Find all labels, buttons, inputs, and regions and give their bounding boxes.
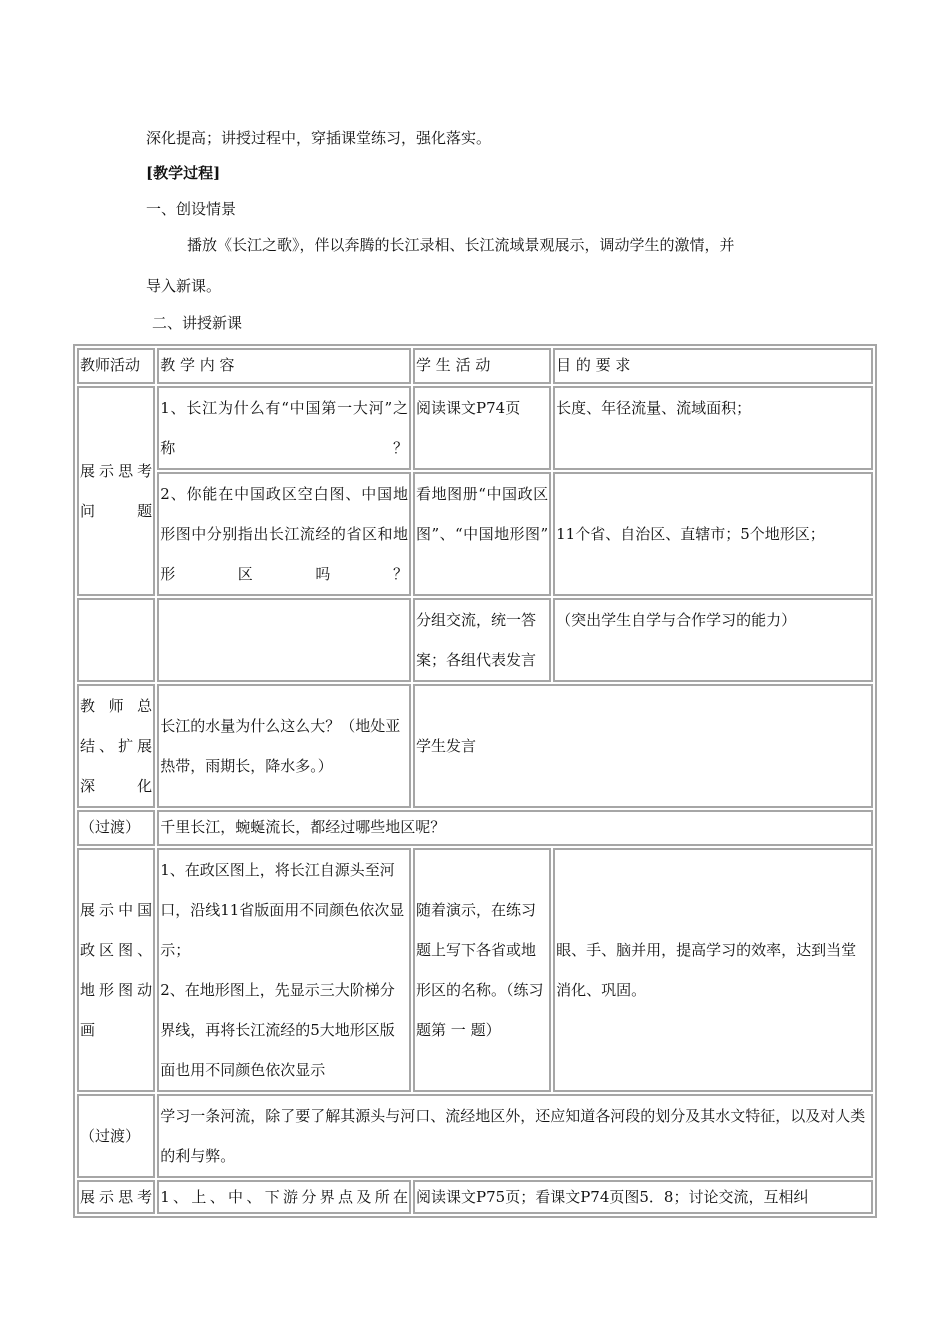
table-row xyxy=(77,472,873,596)
teacher-activity-cell: （过渡） xyxy=(77,810,155,846)
content-cell: 1、上、中、下游分界点及所在 xyxy=(157,1180,411,1214)
header-student-activity: 学 生 活 动 xyxy=(413,348,551,384)
teacher-activity-cell xyxy=(77,598,155,682)
table-row xyxy=(77,1094,873,1178)
intro-line: 深化提高；讲授过程中，穿插课堂练习，强化落实。 xyxy=(146,129,492,147)
content-cell xyxy=(157,598,411,682)
table-header-row xyxy=(77,348,873,384)
student-activity-cell: 学生发言 xyxy=(413,684,873,808)
header-teacher-activity: 教师活动 xyxy=(77,348,155,384)
student-activity-cell: 分组交流，统一答案；各组代表发言 xyxy=(413,598,551,682)
student-activity-cell: 阅读课文P75页；看课文P74页图5．8；讨论交流，互相纠 xyxy=(413,1180,873,1214)
goal-cell: 长度、年径流量、流域面积； xyxy=(553,386,873,470)
section-title-1: 一、创设情景 xyxy=(146,200,237,218)
header-goal: 目 的 要 求 xyxy=(553,348,873,384)
table-row xyxy=(77,848,873,1092)
student-activity-cell: 阅读课文P74页 xyxy=(413,386,551,470)
goal-cell: （突出学生自学与合作学习的能力） xyxy=(553,598,873,682)
teacher-activity-cell: 展示中国政区图、地形图动画 xyxy=(77,848,155,1092)
content-cell: 学习一条河流，除了要了解其源头与河口、流经地区外，还应知道各河段的划分及其水文特征，以及对人类的利与弊。 xyxy=(157,1094,873,1178)
teacher-activity-cell: 展示思考 xyxy=(77,1180,155,1214)
paragraph-line-2: 导入新课。 xyxy=(146,277,222,295)
table-row xyxy=(77,810,873,846)
content-cell: 2、你能在中国政区空白图、中国地形图中分别指出长江流经的省区和地形区吗？ xyxy=(157,472,411,596)
paragraph-line-1: 播放《长江之歌》，伴以奔腾的长江录相、长江流域景观展示，调动学生的激情，并 xyxy=(187,236,735,254)
table-row xyxy=(77,598,873,682)
student-activity-cell: 随着演示，在练习题上写下各省或地形区的名称。（练习题第 一 题） xyxy=(413,848,551,1092)
content-cell: 1、长江为什么有“中国第一大河”之称？ xyxy=(157,386,411,470)
goal-cell: 11个省、自治区、直辖市；5个地形区； xyxy=(553,472,873,596)
teacher-activity-cell: 教师总结、扩展深化 xyxy=(77,684,155,808)
lesson-table xyxy=(73,344,877,1218)
header-teaching-content: 教 学 内 容 xyxy=(157,348,411,384)
student-activity-cell: 看地图册“中国政区图”、“中国地形图” xyxy=(413,472,551,596)
teacher-activity-cell: 展示思考问题 xyxy=(77,386,155,596)
section-heading: [教学过程] xyxy=(146,164,221,182)
goal-cell: 眼、手、脑并用，提高学习的效率，达到当堂消化、巩固。 xyxy=(553,848,873,1092)
table-row xyxy=(77,1180,873,1214)
content-cell: 千里长江，蜿蜒流长，都经过哪些地区呢？ xyxy=(157,810,873,846)
table-row xyxy=(77,684,873,808)
table-row xyxy=(77,386,873,470)
section-title-2: 二、讲授新课 xyxy=(152,314,243,332)
content-cell: 长江的水量为什么这么大？（地处亚热带，雨期长，降水多。） xyxy=(157,684,411,808)
teacher-activity-cell: （过渡） xyxy=(77,1094,155,1178)
content-cell: 1、在政区图上，将长江自源头至河口，沿线11省版面用不同颜色依次显示； 2、在地形图上，先显示三大阶梯分界线，再将长江流经的5大地形区版面也用不同颜色依次显示 xyxy=(157,848,411,1092)
